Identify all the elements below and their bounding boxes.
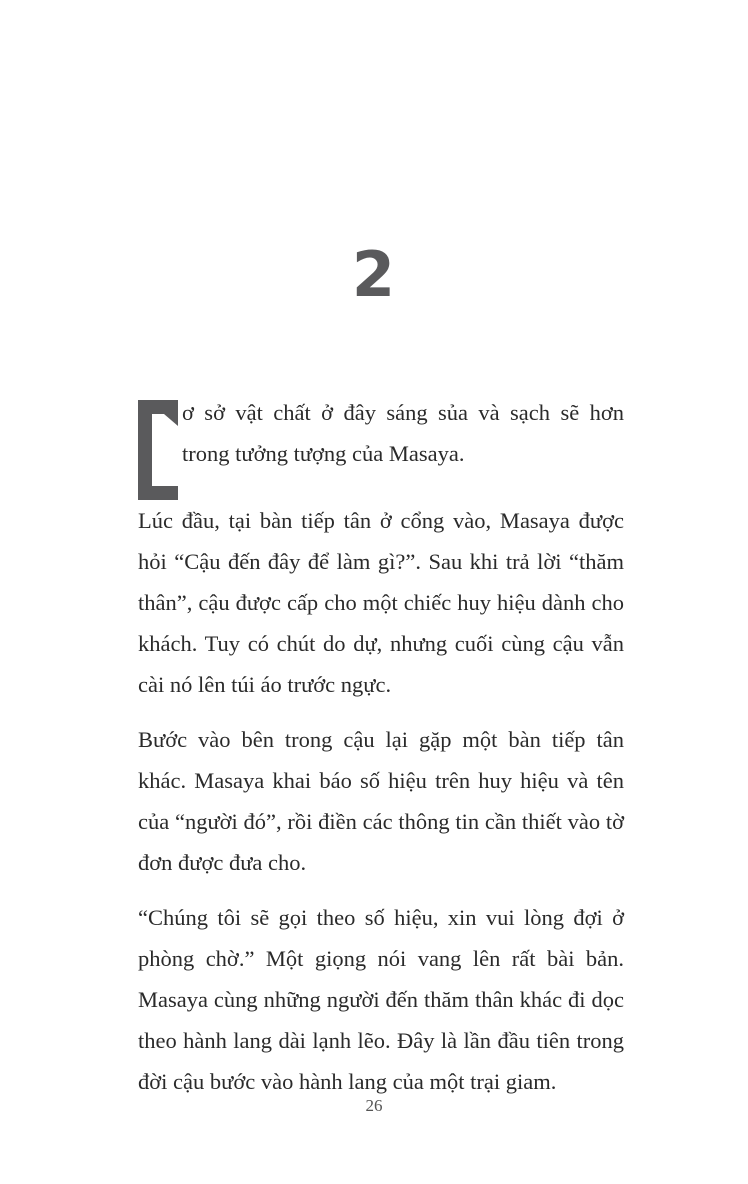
chapter-number: 2 — [351, 238, 397, 311]
paragraph-4 — [138, 897, 624, 1102]
dropcap-letter — [138, 400, 178, 500]
paragraph-1-text: ơ sở vật chất ở đây sáng sủa và sạch sẽ hơn trong tưởng tượng của Masaya. — [182, 400, 624, 466]
page-number: 26 — [365, 1096, 383, 1115]
chapter-body — [138, 392, 624, 1116]
paragraph-1 — [138, 392, 624, 474]
paragraph-3 — [138, 719, 624, 883]
paragraph-3-text: Bước vào bên trong cậu lại gặp một bàn tiếp tân khác. Masaya khai báo số hiệu trên huy hiệu và tên của “người đó”, rồi điền các thông tin cần thiết vào tờ đơn được đưa cho. — [138, 727, 624, 875]
paragraph-4-text: “Chúng tôi sẽ gọi theo số hiệu, xin vui lòng đợi ở phòng chờ.” Một giọng nói vang lên rất bài bản. Masaya cùng những người đến thăm thân khác đi dọc theo hành lang dài lạnh lẽo. Đây là lần đầu tiên trong đời cậu bước vào hành lang của một trại giam. — [138, 905, 624, 1094]
paragraph-2: Lúc đầu, tại bàn tiếp tân ở cổng vào, Masaya được hỏi “Cậu đến đây để làm gì?”. Sau khi trả lời “thăm thân”, cậu được cấp cho một chiếc huy hiệu dành cho khách. Tuy có chút do dự, nhưng cuối cùng cậu vẫn cài nó lên túi áo trước ngực. — [138, 508, 624, 697]
